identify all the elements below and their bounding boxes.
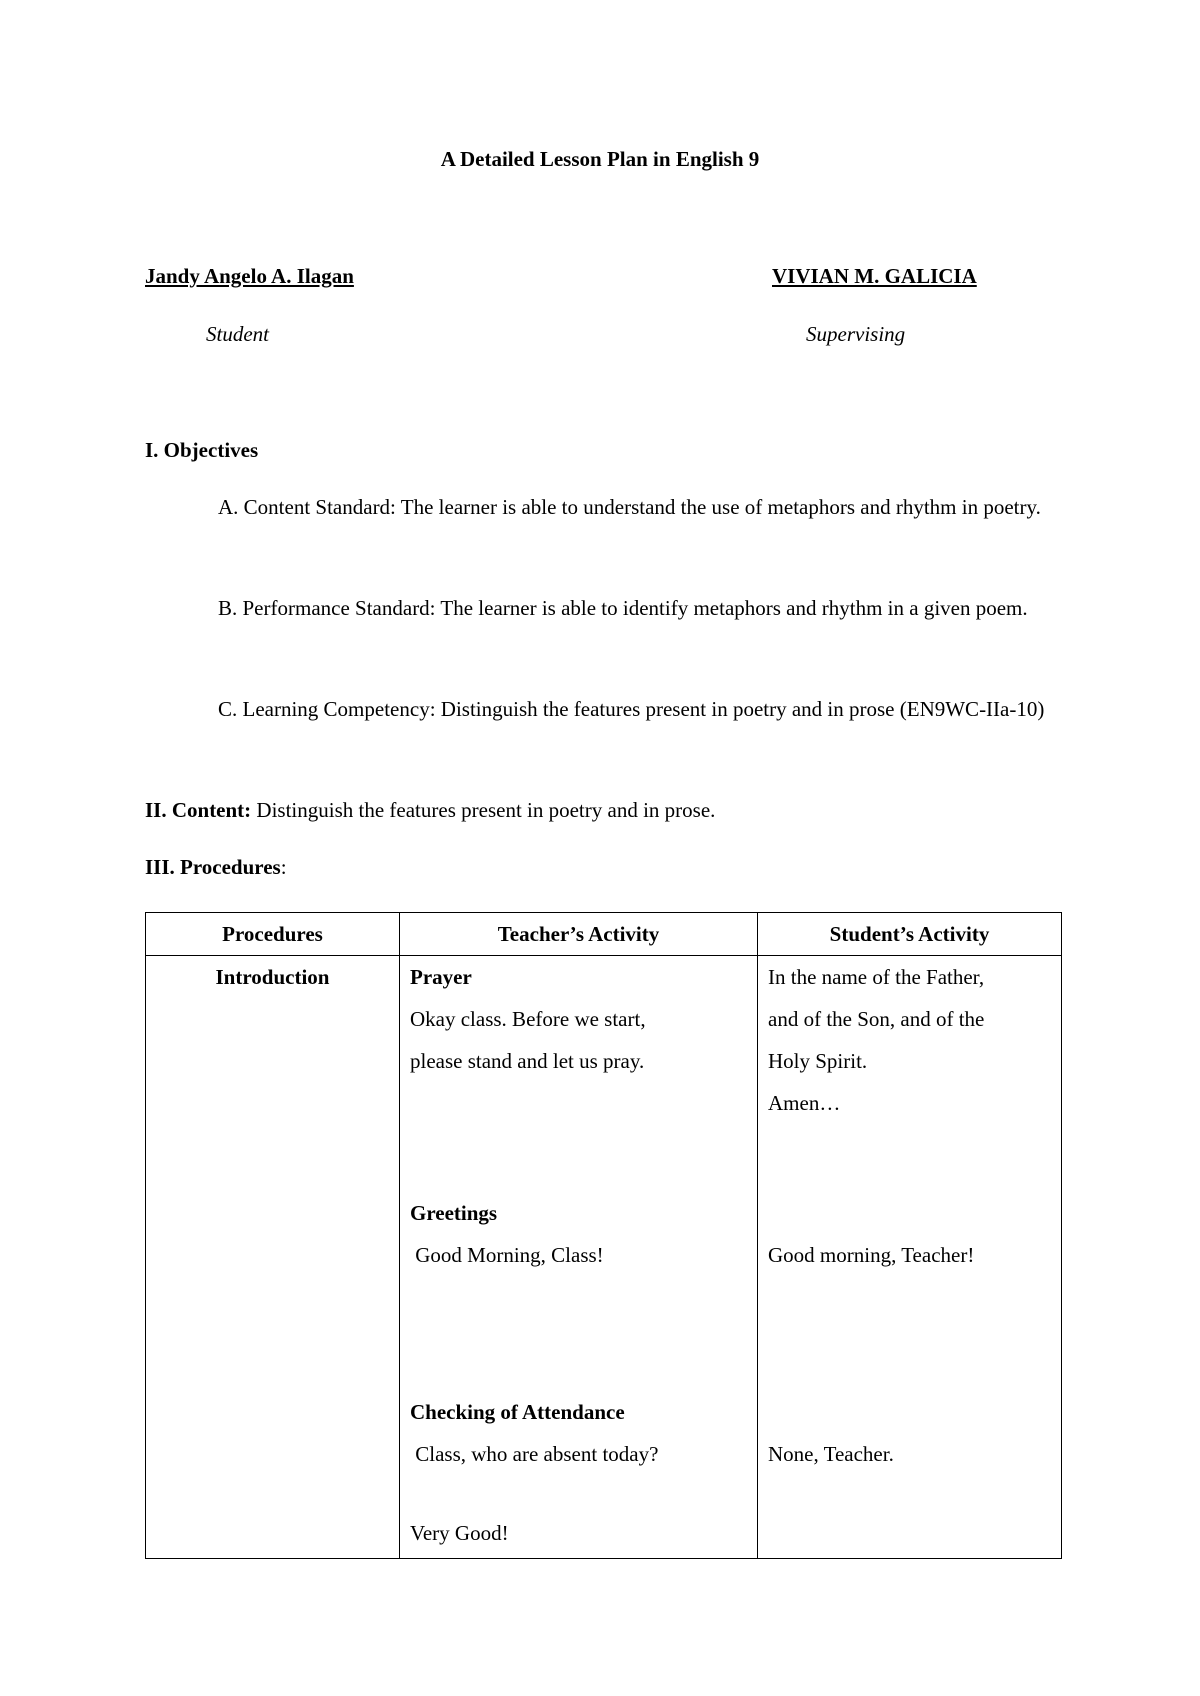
header-student-activity: Student’s Activity [758, 913, 1062, 956]
student-greetings-line: Good morning, Teacher! [768, 1243, 975, 1267]
student-prayer-line-2: and of the Son, and of the [768, 1007, 985, 1031]
student-prayer-line-4: Amen… [768, 1091, 841, 1115]
objectives-heading: I. Objectives [145, 438, 259, 462]
table-header-row [146, 913, 1062, 956]
stage-introduction: Introduction [215, 965, 330, 989]
student-activity-cell [758, 956, 1062, 1559]
greetings-heading: Greetings [410, 1201, 498, 1225]
content-line [145, 798, 715, 823]
attendance-heading: Checking of Attendance [410, 1400, 625, 1424]
header-teacher-activity: Teacher’s Activity [400, 913, 758, 956]
objective-performance-standard: B. Performance Standard: The learner is able to identify metaphors and rhythm in a given poem. [218, 596, 1028, 620]
teacher-attendance-line-2: Very Good! [410, 1521, 509, 1545]
student-attendance-line: None, Teacher. [768, 1442, 894, 1466]
supervisor-name: VIVIAN M. GALICIA [772, 264, 977, 288]
teacher-prayer-line-1: Okay class. Before we start, [410, 1007, 646, 1031]
objective-content-standard: A. Content Standard: The learner is able to understand the use of metaphors and rhythm in poetry. [218, 495, 1041, 519]
table-row [146, 956, 1062, 1559]
student-name: Jandy Angelo A. Ilagan [145, 264, 354, 288]
page-title: A Detailed Lesson Plan in English 9 [440, 147, 760, 171]
stage-cell [146, 956, 400, 1559]
procedures-table [145, 912, 1062, 1559]
procedures-colon: : [280, 855, 287, 879]
supervisor-role: Supervising [806, 322, 906, 346]
teacher-attendance-line-1: Class, who are absent today? [410, 1442, 659, 1466]
objective-learning-competency: C. Learning Competency: Distinguish the features present in poetry and in prose (EN9WC-IIa-10) [218, 697, 1045, 721]
content-label: II. Content: [145, 798, 252, 822]
student-prayer-line-3: Holy Spirit. [768, 1049, 868, 1073]
student-role: Student [206, 322, 269, 346]
procedures-label: III. Procedures [145, 855, 281, 879]
teacher-activity-cell [400, 956, 758, 1559]
teacher-prayer-line-2: please stand and let us pray. [410, 1049, 645, 1073]
content-text: Distinguish the features present in poetry and in prose. [251, 798, 716, 822]
teacher-greetings-line: Good Morning, Class! [410, 1243, 604, 1267]
header-procedures: Procedures [146, 913, 400, 956]
procedures-heading [145, 855, 287, 880]
prayer-heading: Prayer [410, 965, 472, 989]
student-prayer-line-1: In the name of the Father, [768, 965, 985, 989]
